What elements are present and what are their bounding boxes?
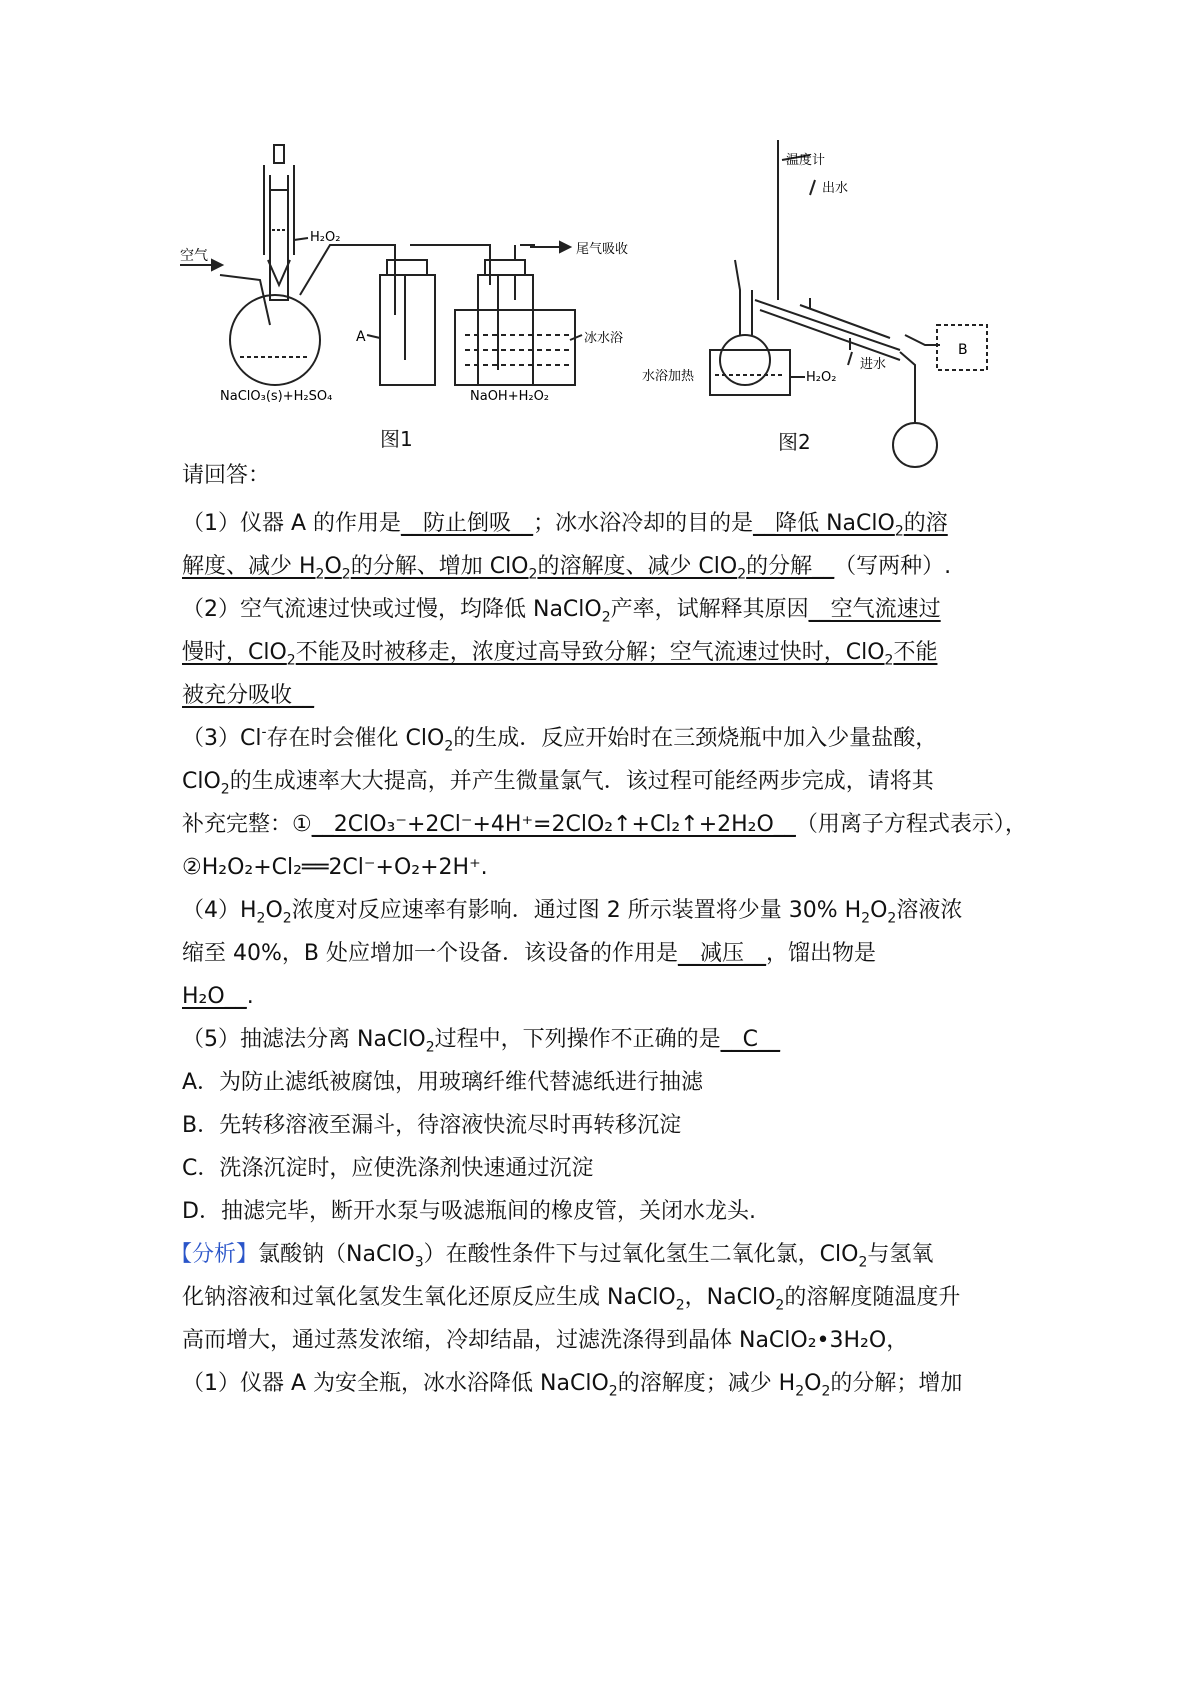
fig1-air-label: 空气 (180, 248, 208, 264)
fig2-h2o2-label: H₂O₂ (806, 370, 837, 385)
q2-answer-3: 被充分吸收__ (182, 683, 315, 708)
fig2-inwater-label: 进水 (860, 357, 887, 372)
q2-line-1: （2）空气流速过快或过慢，均降低 NaClO$_2$产率，试解释其原因__空气流速过 (182, 597, 941, 626)
fig1-naoh-label: NaOH+H₂O₂ (470, 389, 550, 404)
fig2-outwater-label: 出水 (822, 181, 849, 196)
q4-answer-2: H₂O__ (182, 984, 247, 1009)
apparatus-diagram-1 (180, 135, 650, 465)
figure-2 (642, 140, 1080, 470)
q4-answer-1: __减压__ (677, 941, 766, 966)
q2-answer-1: __空气流速过 (808, 597, 941, 622)
q1-line-2 (182, 553, 951, 581)
q1-mid: ；冰水浴冷却的目的是 (533, 511, 754, 536)
analysis-line-1: 【分析】氯酸钠（NaClO$_3$）在酸性条件下与过氧化氢生二氧化氯，ClO$_2$与氢氧 (170, 1242, 934, 1271)
fig2-thermometer-label: 温度计 (786, 153, 826, 168)
apparatus-diagram-2 (642, 140, 1080, 470)
q3-line-1: （3）Cl-存在时会催化 ClO$_2$的生成．反应开始时在三颈烧瓶中加入少量盐酸， (182, 724, 938, 755)
q5-option-c: C．洗涤沉淀时，应使洗涤剂快速通过沉淀 (182, 1156, 594, 1181)
fig2-b-label: B (958, 342, 968, 358)
analysis-tag: 【分析】 (170, 1242, 259, 1267)
fig1-flask-label: NaClO₃(s)+H₂SO₄ (220, 389, 333, 404)
q4-line-3: H₂O__. (182, 984, 254, 1009)
fig1-tail-label: 尾气吸收 (576, 242, 629, 257)
q5-option-a: A．为防止滤纸被腐蚀，用玻璃纤维代替滤纸进行抽滤 (182, 1070, 704, 1095)
q5-answer: __C__ (720, 1027, 781, 1052)
analysis-line-4: （1）仪器 A 为安全瓶，冰水浴降低 NaClO$_2$的溶解度；减少 $H_2O_2$的分解；增加 (182, 1371, 963, 1400)
q3-line-4: ②H₂O₂+Cl₂══2Cl⁻+O₂+2H⁺. (182, 855, 488, 880)
q2-prefix: （2）空气流速过快或过慢，均降低 NaClO (182, 597, 602, 622)
fig1-icebath-label: 冰水浴 (584, 331, 624, 346)
fig1-h2o2-label: H₂O₂ (310, 230, 341, 245)
figure-1 (180, 135, 650, 465)
q2-line-3 (182, 682, 314, 710)
q2-line-2 (182, 639, 937, 667)
q5-option-d: D．抽滤完毕，断开水泵与吸滤瓶间的橡皮管，关闭水龙头. (182, 1199, 756, 1224)
q1-answer-2a: __降低 NaClO$_2$的溶 (753, 511, 948, 540)
q1-answer-2b: 解度、减少 $H_2O_2$的分解、增加 ClO$_2$的溶解度、减少 ClO$_2$的分解__ (182, 554, 835, 583)
fig1-a-label: A (356, 329, 366, 345)
q3-line-2: ClO$_2$的生成速率大大提高，并产生微量氯气．该过程可能经两步完成，请将其 (182, 769, 934, 798)
analysis-line-2: 化钠溶液和过氧化氢发生氧化还原反应生成 NaClO$_2$，NaClO$_2$的溶解度随温度升 (182, 1285, 961, 1314)
q4-line-1: $(4)H_2O_2$浓度对反应速率有影响．通过图 2 所示装置将少量 30% $H_2O_2$溶液浓 (182, 898, 963, 927)
q5-line-1: （5）抽滤法分离 NaClO$_2$过程中，下列操作不正确的是__C__ (182, 1027, 781, 1056)
q3-line-3: 补充完整：①__2ClO₃⁻+2Cl⁻+4H⁺=2ClO₂↑+Cl₂↑+2H₂O__（用离子方程式表示）， (182, 812, 1027, 837)
figure-2-caption: 图2 (778, 430, 811, 454)
q1-tail: （写两种）. (834, 554, 952, 579)
q2-mid: 产率，试解释其原因 (610, 597, 809, 622)
q3-equation-answer: __2ClO₃⁻+2Cl⁻+4H⁺=2ClO₂↑+Cl₂↑+2H₂O__ (311, 812, 796, 837)
analysis-line-3: 高而增大，通过蒸发浓缩，冷却结晶，过滤洗涤得到晶体 NaClO₂•3H₂O， (182, 1328, 909, 1353)
q4-line-2: 缩至 40%，B 处应增加一个设备．该设备的作用是__减压__，馏出物是 (182, 941, 877, 966)
q1-answer-1: __防止倒吸__ (401, 511, 534, 536)
fig2-waterbath-label: 水浴加热 (642, 369, 695, 384)
q2-answer-2: 慢时，ClO$_2$不能及时被移走，浓度过高导致分解；空气流速过快时，ClO$_2$不能 (182, 640, 938, 669)
figure-1-caption: 图1 (380, 427, 413, 451)
q1-prefix: （1）仪器 A 的作用是 (182, 511, 402, 536)
q1-line-1 (182, 510, 948, 538)
q5-option-b: B．先转移溶液至漏斗，待溶液快流尽时再转移沉淀 (182, 1113, 682, 1138)
intro-text: 请回答： (182, 463, 271, 488)
